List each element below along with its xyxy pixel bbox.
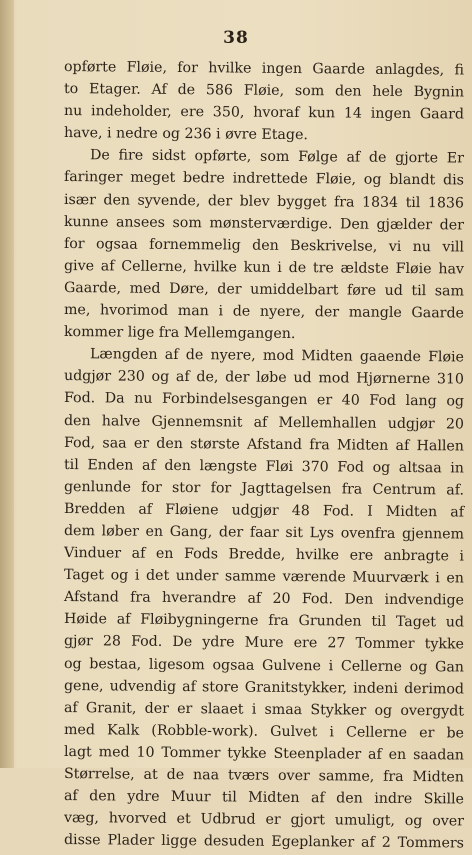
text-line: Fod. Da nu Forbindelsesgangen er 40 Fod lang og [63, 390, 465, 410]
text-line: Bredden af Fløiene udgjør 48 Fod. I Midten af [63, 500, 465, 521]
text-line: lagt med 10 Tommer tykke Steenplader af en saadan [63, 743, 465, 764]
text-line: have, i nedre og 236 i øvre Etage. [63, 125, 308, 144]
text-line: Høide af Fløibygningerne fra Grunden til Taget ud [63, 611, 465, 631]
text-line: genlunde for stor for Jagttagelsen fra Centrum af. [63, 478, 465, 499]
text-line: kunne ansees som mønsterværdige. Den gjælder der [63, 213, 465, 234]
text-line: væg, hvorved et Udbrud er gjort umuligt, og over [63, 810, 465, 830]
text-line: og bestaa, ligesom ogsaa Gulvene i Cellerne og Gan [63, 655, 465, 676]
text-line: Gaarde, med Døre, der umiddelbart føre ud til sam [63, 279, 465, 300]
text-line: den halve Gjennemsnit af Mellemhallen udgjør 20 [63, 412, 465, 432]
text-line: til Enden af den længste Fløi 370 Fod og altsaa in [63, 456, 465, 477]
text-line: af den ydre Muur til Midten af den indre Skille [63, 788, 465, 808]
text-line: Taget og i det under samme værende Muurværk i en [63, 567, 465, 587]
text-line: me, hvorimod man i de nyere, der mangle Gaarde [63, 302, 465, 322]
text-line: Vinduer af en Fods Bredde, hvilke ere anbragte i [63, 545, 465, 565]
text-line: disse Plader ligge desuden Egeplanker af 2 Tommers [63, 832, 465, 852]
text-line: dem løber en Gang, der faar sit Lys ovenfra gjennem [63, 522, 465, 543]
text-line: faringer meget bedre indrettede Fløie, og blandt dis [63, 169, 465, 189]
page-gutter [0, 0, 14, 768]
text-line: gene, udvendig af store Granitstykker, indeni derimod [63, 677, 465, 698]
text-line: give af Cellerne, hvilke kun i de tre ældste Fløie hav [63, 257, 465, 278]
text-line: De fire sidst opførte, som Følge af de gjorte Er [89, 147, 465, 167]
text-line: opførte Fløie, for hvilke ingen Gaarde anlagdes, fi [63, 59, 465, 79]
text-line: for ogsaa fornemmelig den Beskrivelse, vi nu vill [63, 235, 465, 256]
text-line: kommer lige fra Mellemgangen. [63, 324, 296, 343]
text-line: to Etager. Af de 586 Fløie, som den hele Bygnin [63, 81, 465, 101]
text-line: Fod, saa er den største Afstand fra Midten af Hallen [63, 434, 465, 455]
text-line: Størrelse, at de naa tværs over samme, fra Midten [63, 766, 465, 786]
text-line: af Granit, der er slaaet i smaa Stykker og overgydt [63, 699, 465, 720]
text-line: gjør 28 Fod. De ydre Mure ere 27 Tommer tykke [63, 633, 465, 653]
text-line: udgjør 230 og af de, der løbe ud mod Hjørnerne 310 [63, 368, 465, 388]
text-line: Afstand fra hverandre af 20 Fod. Den indvendige [63, 589, 465, 609]
text-line: nu indeholder, ere 350, hvoraf kun 14 ingen Gaard [63, 103, 465, 123]
text-line: Længden af de nyere, mod Midten gaaende Fløie [89, 346, 465, 366]
text-line: især den syvende, der blev bygget fra 1834 til 1836 [63, 191, 465, 212]
page-number: 38 [223, 28, 249, 48]
text-line: med Kalk (Robble-work). Gulvet i Cellerne er be [63, 721, 465, 742]
body-text [63, 56, 465, 852]
